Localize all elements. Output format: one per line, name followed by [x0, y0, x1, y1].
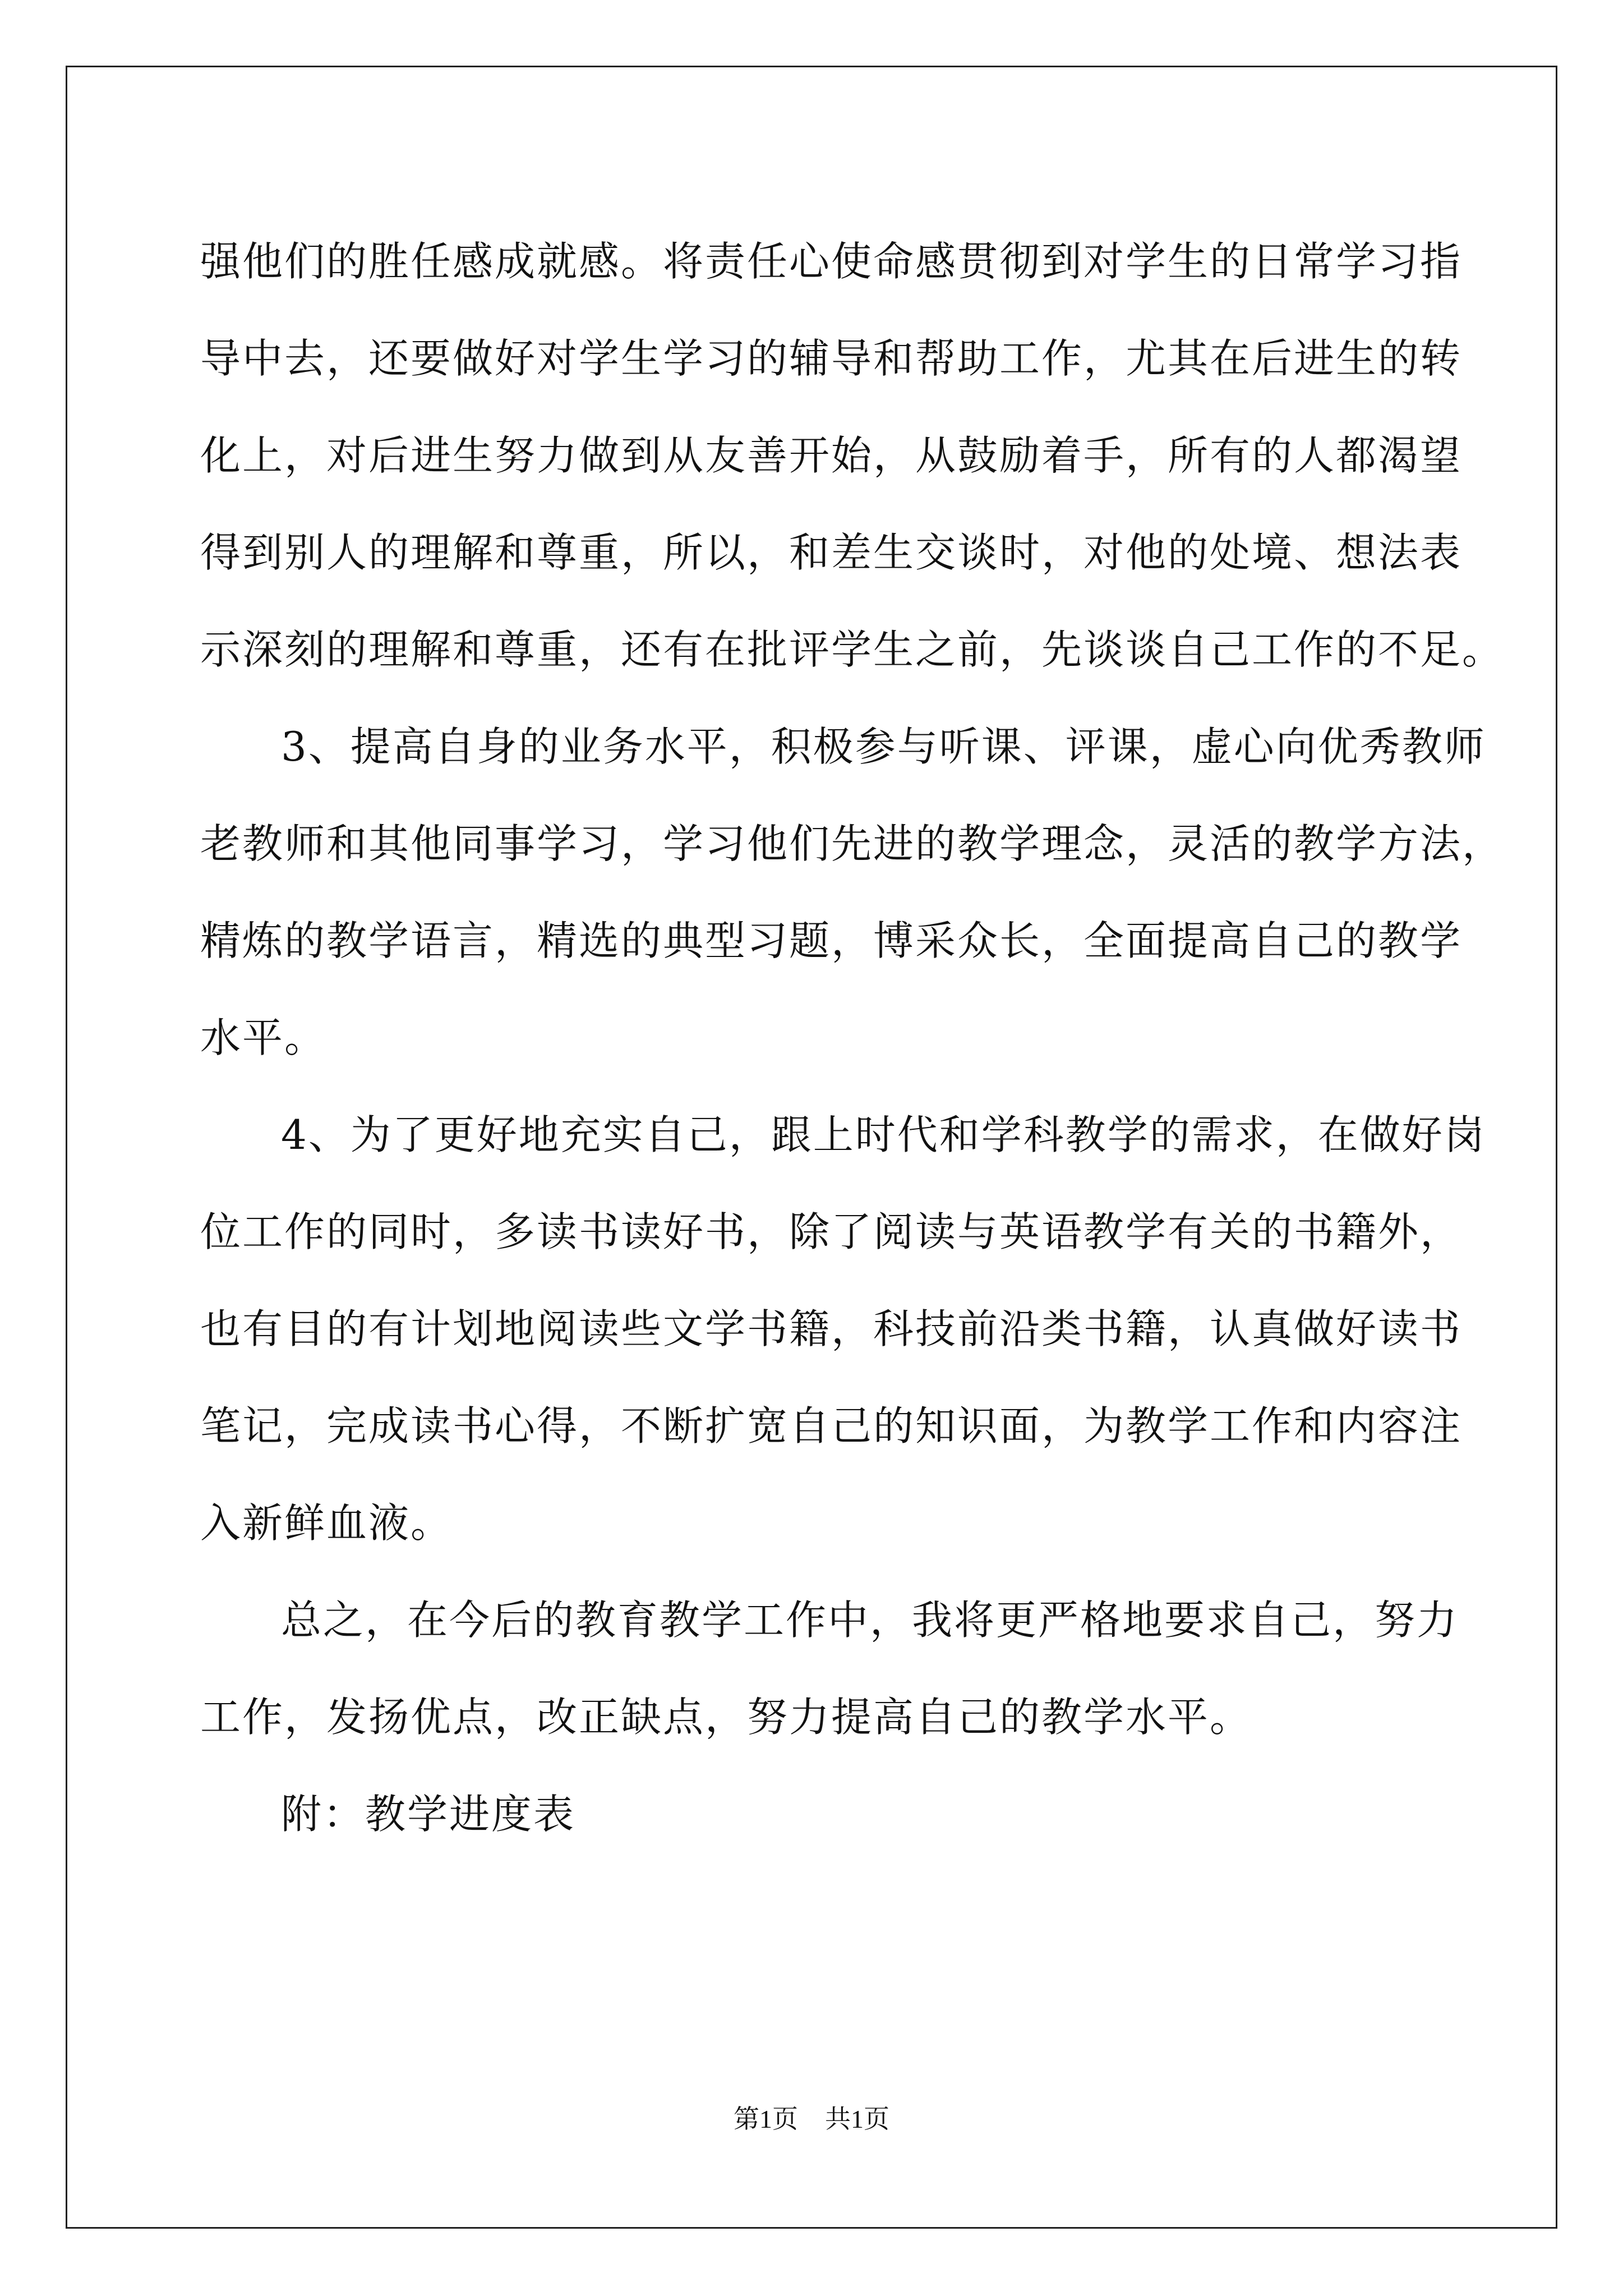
page-footer: [0, 2102, 1623, 2136]
text-line: 入新鲜血液。: [200, 1499, 453, 1547]
text-line: 水平。: [200, 1014, 327, 1061]
text-line: 化上，对后进生努力做到从友善开始，从鼓励着手，所有的人都渴望: [200, 432, 1463, 479]
text-line: 导中去，还要做好对学生学习的辅导和帮助工作，尤其在后进生的转: [200, 335, 1463, 382]
paragraph-start-line: 4、为了更好地充实自己，跟上时代和学科教学的需求，在做好岗: [281, 1111, 1486, 1158]
paragraph-start-line: 3、提高自身的业务水平，积极参与听课、评课，虚心向优秀教师: [281, 723, 1486, 770]
text-line: 笔记，完成读书心得，不断扩宽自己的知识面，为教学工作和内容注: [200, 1402, 1463, 1450]
text-line: 老教师和其他同事学习，学习他们先进的教学理念，灵活的教学方法，: [200, 820, 1505, 867]
page-number: 第1页: [734, 2105, 798, 2133]
text-line: 位工作的同时，多读书读好书，除了阅读与英语教学有关的书籍外，: [200, 1208, 1463, 1255]
text-line: 工作，发扬优点，改正缺点，努力提高自己的教学水平。: [200, 1694, 1252, 1741]
paragraph-start-line: 总之，在今后的教育教学工作中，我将更严格地要求自己，努力: [281, 1596, 1459, 1644]
document-body: [200, 213, 1505, 1863]
text-line: 精炼的教学语言，精选的典型习题，博采众长，全面提高自己的教学: [200, 917, 1463, 964]
text-line: 示深刻的理解和尊重，还有在批评学生之前，先谈谈自己工作的不足。: [200, 626, 1505, 673]
text-line: 也有目的有计划地阅读些文学书籍，科技前沿类书籍，认真做好读书: [200, 1305, 1463, 1352]
page-total: 共1页: [825, 2105, 889, 2133]
text-line: 得到别人的理解和尊重，所以，和差生交谈时，对他的处境、想法表: [200, 529, 1463, 576]
text-line: 强他们的胜任感成就感。将责任心使命感贯彻到对学生的日常学习指: [200, 238, 1463, 285]
appendix-line: 附：教学进度表: [281, 1791, 576, 1838]
